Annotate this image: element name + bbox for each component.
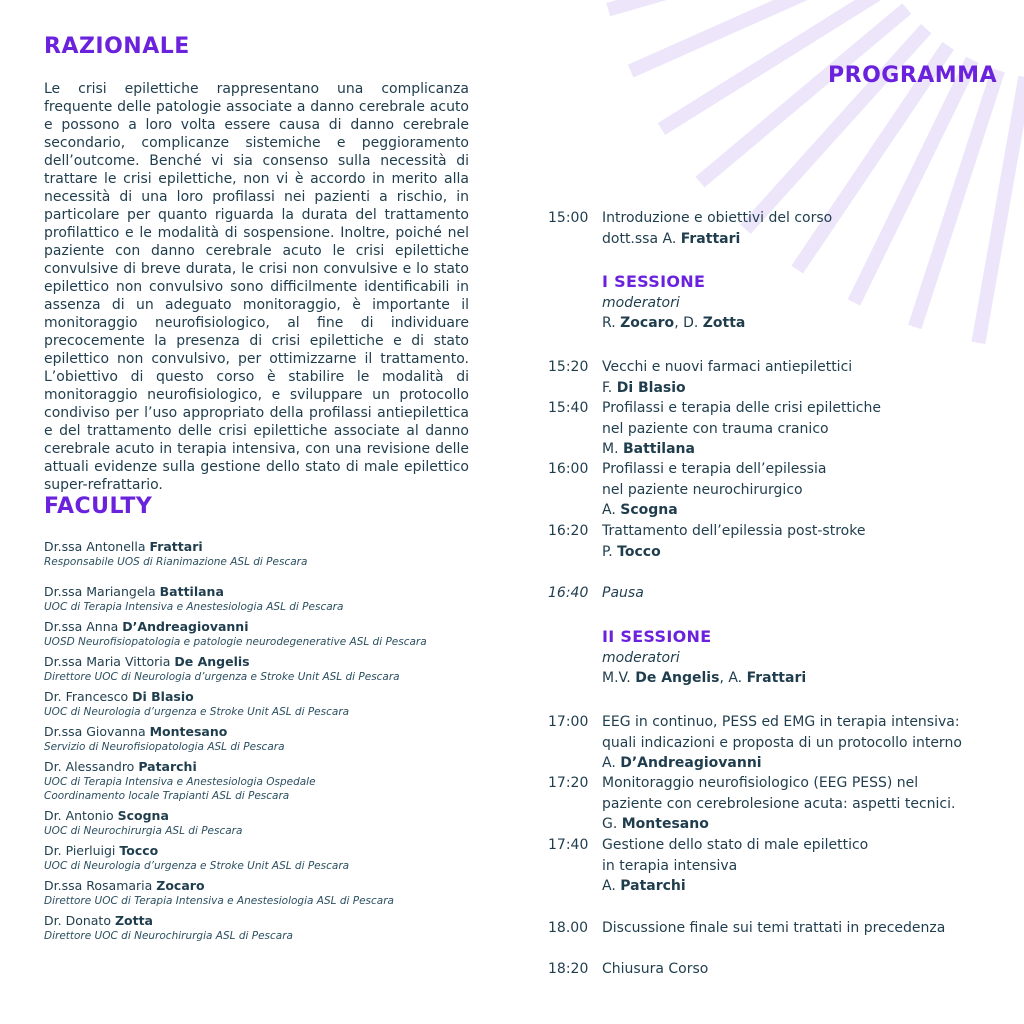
faculty-member bbox=[44, 842, 514, 873]
schedule-line bbox=[602, 521, 1018, 542]
faculty-member-role: Direttore UOC di Neurochirurgia ASL di Pescara bbox=[44, 930, 293, 942]
faculty-member-title: Dr.ssa Mariangela bbox=[44, 584, 160, 599]
faculty-member-surname: Di Blasio bbox=[132, 689, 194, 704]
programma-heading: PROGRAMMA bbox=[828, 63, 998, 88]
schedule-text: P. bbox=[602, 543, 618, 560]
schedule-content bbox=[602, 918, 1018, 939]
schedule-content bbox=[602, 627, 1018, 689]
schedule-line bbox=[602, 856, 1018, 877]
schedule-text: moderatori bbox=[602, 649, 680, 666]
schedule-text: , D. bbox=[674, 315, 703, 331]
speaker-surname: Di Blasio bbox=[616, 379, 686, 396]
schedule-text: Vecchi e nuovi farmaci antiepilettici bbox=[602, 359, 853, 375]
schedule-text: nel paziente neurochirurgico bbox=[602, 481, 803, 498]
schedule-line bbox=[602, 876, 1018, 897]
schedule-line bbox=[602, 378, 1018, 399]
speaker-surname: De Angelis bbox=[635, 670, 720, 686]
faculty-member-name bbox=[44, 653, 514, 670]
faculty-member-role: UOC di Terapia Intensiva e Anestesiologia Ospedale bbox=[44, 776, 316, 788]
schedule-text: EEG in continuo, PESS ed EMG in terapia intensiva: bbox=[602, 714, 960, 730]
faculty-member bbox=[44, 912, 514, 943]
schedule-text: Introduzione e obiettivi del corso bbox=[602, 210, 833, 226]
schedule-text: I SESSIONE bbox=[602, 272, 706, 291]
speaker-surname: Frattari bbox=[746, 670, 807, 686]
schedule-content bbox=[602, 208, 1018, 249]
speaker-surname: Scogna bbox=[620, 502, 678, 518]
faculty-member-surname: Scogna bbox=[117, 808, 169, 823]
faculty-member-surname: Tocco bbox=[119, 843, 159, 858]
faculty-member bbox=[44, 688, 514, 719]
schedule-line bbox=[602, 753, 1018, 774]
schedule-text: M. bbox=[602, 441, 623, 457]
razionale-heading: RAZIONALE bbox=[44, 34, 190, 59]
schedule-content bbox=[602, 357, 1018, 398]
faculty-member-name bbox=[44, 583, 514, 600]
schedule-line bbox=[602, 419, 1018, 440]
faculty-member-title: Dr.ssa Anna bbox=[44, 619, 123, 634]
schedule-line bbox=[602, 773, 1018, 794]
speaker-surname: Tocco bbox=[617, 543, 661, 560]
schedule-line bbox=[602, 439, 1018, 460]
faculty-member-role: Direttore UOC di Neurologia d’urgenza e Stroke Unit ASL di Pescara bbox=[44, 671, 400, 683]
schedule-time: 17:00 bbox=[548, 714, 589, 730]
schedule-text: Profilassi e terapia dell’epilessia bbox=[602, 461, 827, 477]
schedule-text: Chiusura Corso bbox=[602, 961, 709, 977]
schedule-time: 18.00 bbox=[548, 920, 589, 936]
schedule-text: G. bbox=[602, 816, 622, 832]
schedule-text: Pausa bbox=[602, 585, 644, 601]
speaker-surname: Patarchi bbox=[620, 878, 686, 894]
faculty-member-title: Dr. Alessandro bbox=[44, 759, 139, 774]
faculty-member bbox=[44, 807, 514, 838]
faculty-member-role: Coordinamento locale Trapianti ASL di Pescara bbox=[44, 790, 290, 802]
schedule-content bbox=[602, 272, 1018, 334]
faculty-member-name bbox=[44, 758, 514, 775]
faculty-member-role: UOC di Neurochirurgia ASL di Pescara bbox=[44, 825, 243, 837]
schedule-text: Profilassi e terapia delle crisi epilettiche bbox=[602, 400, 881, 416]
schedule-line bbox=[602, 835, 1018, 856]
razionale-paragraph: Le crisi epilettiche rappresentano una complicanza frequente delle patologie associate a danno cerebrale acuto e possono a loro volta essere causa di danno cerebrale secondario, complicanze sistemiche e peggioramento dell’outcome. Benché vi sia consenso sulla necessità di trattare le crisi epilettiche, non vi è accordo in merito alla necessità di una loro profilassi nei pazienti a rischio, in particolare per quanto riguarda la durata del trattamento profilattico e le modalità di sospensione. Inoltre, poiché nel paziente con danno cerebrale acuto le crisi epilettiche convulsive di breve durata, le crisi non convulsive e lo stato epilettico non convulsivo sono difficilmente identificabili in assenza di un adeguato monitoraggio, è importante il monitoraggio neurofisiologico, al fine di individuare precocemente la presenza di crisi epilettiche e di stato epilettico non convulsivo, per ottimizzarne il trattamento. L’obiettivo di questo corso è stabilire le modalità di monitoraggio neurofisiologico, e sviluppare un protocollo condiviso per l’uso appropriato della profilassi antiepilettica e del trattamento delle crisi epilettiche associate al danno cerebrale acuto in terapia intensiva, con una revisione delle attuali evidenze sulla gestione dello stato di male epilettico super-refrattario. bbox=[44, 81, 469, 493]
schedule-text: R. bbox=[602, 315, 621, 331]
schedule-text: Trattamento dell’epilessia post-stroke bbox=[602, 523, 866, 539]
schedule-text: dott.ssa A. bbox=[602, 230, 681, 247]
speaker-surname: Battilana bbox=[622, 441, 695, 457]
faculty-member-role: UOSD Neurofisiopatologia e patologie neurodegenerative ASL di Pescara bbox=[44, 636, 427, 648]
faculty-heading: FACULTY bbox=[44, 494, 153, 519]
faculty-member bbox=[44, 653, 514, 684]
schedule-content bbox=[602, 773, 1018, 835]
schedule-line bbox=[602, 733, 1018, 754]
faculty-member-role: UOC di Neurologia d’urgenza e Stroke Unit ASL di Pescara bbox=[44, 706, 350, 718]
faculty-member-surname: Zotta bbox=[114, 913, 153, 928]
schedule-content bbox=[602, 959, 1018, 980]
speaker-surname: Zocaro bbox=[620, 315, 675, 331]
session-title bbox=[602, 627, 1018, 648]
schedule-content bbox=[602, 398, 1018, 460]
schedule-line bbox=[602, 208, 1018, 229]
faculty-member-name bbox=[44, 877, 514, 894]
faculty-member-surname: Frattari bbox=[149, 539, 203, 554]
faculty-member bbox=[44, 583, 514, 614]
faculty-member bbox=[44, 723, 514, 754]
faculty-member bbox=[44, 877, 514, 908]
schedule-line bbox=[602, 500, 1018, 521]
schedule-line bbox=[602, 480, 1018, 501]
schedule-text: paziente con cerebrolesione acuta: aspetti tecnici. bbox=[602, 795, 956, 812]
schedule-text: in terapia intensiva bbox=[602, 857, 738, 874]
schedule-line bbox=[602, 959, 1018, 980]
faculty-member-role: Responsabile UOS di Rianimazione ASL di Pescara bbox=[44, 556, 308, 568]
faculty-member-role: Direttore UOC di Terapia Intensiva e Anestesiologia ASL di Pescara bbox=[44, 895, 394, 907]
faculty-member-title: Dr.ssa Giovanna bbox=[44, 724, 150, 739]
session-title bbox=[602, 272, 1018, 293]
schedule-line bbox=[602, 794, 1018, 815]
faculty-member-role: Servizio di Neurofisiopatologia ASL di Pescara bbox=[44, 741, 285, 753]
faculty-member-title: Dr.ssa Rosamaria bbox=[44, 878, 157, 893]
schedule-time: 15:20 bbox=[548, 359, 589, 375]
speaker-surname: D’Andreagiovanni bbox=[620, 755, 762, 771]
faculty-member-surname: Montesano bbox=[149, 724, 228, 739]
faculty-member-title: Dr. Donato bbox=[44, 913, 115, 928]
faculty-member bbox=[44, 618, 514, 649]
faculty-member-surname: De Angelis bbox=[174, 654, 250, 669]
faculty-member-name bbox=[44, 538, 514, 555]
faculty-member-name bbox=[44, 723, 514, 740]
faculty-member-title: Dr. Pierluigi bbox=[44, 843, 120, 858]
schedule-time: 17:40 bbox=[548, 837, 589, 853]
schedule-time: 16:20 bbox=[548, 523, 589, 539]
schedule-content bbox=[602, 712, 1018, 774]
schedule-text: A. bbox=[602, 502, 621, 518]
faculty-member-name bbox=[44, 912, 514, 929]
schedule-line bbox=[602, 542, 1018, 563]
faculty-member-name bbox=[44, 807, 514, 824]
faculty-member-name bbox=[44, 842, 514, 859]
faculty-member-title: Dr.ssa Maria Vittoria bbox=[44, 654, 175, 669]
faculty-member-surname: Battilana bbox=[159, 584, 224, 599]
schedule-text: II SESSIONE bbox=[602, 627, 712, 646]
faculty-member-title: Dr. Francesco bbox=[44, 689, 133, 704]
faculty-member-role: UOC di Neurologia d’urgenza e Stroke Unit ASL di Pescara bbox=[44, 860, 350, 872]
schedule-text: A. bbox=[602, 755, 621, 771]
schedule-text: nel paziente con trauma cranico bbox=[602, 420, 829, 437]
schedule-content bbox=[602, 835, 1018, 897]
schedule-line bbox=[602, 398, 1018, 419]
schedule-text: Discussione finale sui temi trattati in precedenza bbox=[602, 920, 946, 936]
schedule-note bbox=[602, 648, 1018, 669]
schedule-line bbox=[602, 712, 1018, 733]
schedule-line bbox=[602, 918, 1018, 939]
faculty-member-title: Dr. Antonio bbox=[44, 808, 118, 823]
schedule-time: 16:00 bbox=[548, 461, 589, 477]
schedule-line bbox=[602, 313, 1018, 334]
faculty-member bbox=[44, 538, 514, 569]
schedule-text: , A. bbox=[719, 670, 747, 686]
schedule-time: 15:00 bbox=[548, 210, 589, 226]
schedule-time: 16:40 bbox=[548, 585, 589, 601]
faculty-member bbox=[44, 758, 514, 803]
speaker-surname: Montesano bbox=[621, 816, 709, 832]
faculty-list bbox=[44, 538, 514, 947]
schedule-text: F. bbox=[602, 379, 617, 396]
faculty-member-surname: D’Andreagiovanni bbox=[122, 619, 249, 634]
schedule-text: Gestione dello stato di male epilettico bbox=[602, 837, 869, 853]
sunburst-ray bbox=[608, 0, 868, 10]
schedule-text: M.V. bbox=[602, 670, 636, 686]
schedule-note bbox=[602, 293, 1018, 314]
faculty-member-name bbox=[44, 618, 514, 635]
schedule-time: 18:20 bbox=[548, 961, 589, 977]
schedule-line bbox=[602, 814, 1018, 835]
schedule-content bbox=[602, 583, 1018, 604]
schedule-text: A. bbox=[602, 878, 621, 894]
schedule-content bbox=[602, 521, 1018, 562]
faculty-member-title: Dr.ssa Antonella bbox=[44, 539, 150, 554]
schedule-text: moderatori bbox=[602, 294, 680, 311]
faculty-member-surname: Zocaro bbox=[156, 878, 205, 893]
schedule-note bbox=[602, 583, 1018, 604]
schedule-line bbox=[602, 668, 1018, 689]
speaker-surname: Zotta bbox=[702, 315, 746, 331]
faculty-member-surname: Patarchi bbox=[138, 759, 197, 774]
schedule-text: Monitoraggio neurofisiologico (EEG PESS) nel bbox=[602, 775, 919, 791]
faculty-member-role: UOC di Terapia Intensiva e Anestesiologia ASL di Pescara bbox=[44, 601, 344, 613]
schedule-time: 15:40 bbox=[548, 400, 589, 416]
schedule-text: quali indicazioni e proposta di un protocollo interno bbox=[602, 734, 962, 751]
schedule-content bbox=[602, 459, 1018, 521]
schedule-line bbox=[602, 229, 1018, 250]
speaker-surname: Frattari bbox=[680, 230, 741, 247]
schedule-line bbox=[602, 357, 1018, 378]
faculty-member-name bbox=[44, 688, 514, 705]
schedule-line bbox=[602, 459, 1018, 480]
schedule-time: 17:20 bbox=[548, 775, 589, 791]
